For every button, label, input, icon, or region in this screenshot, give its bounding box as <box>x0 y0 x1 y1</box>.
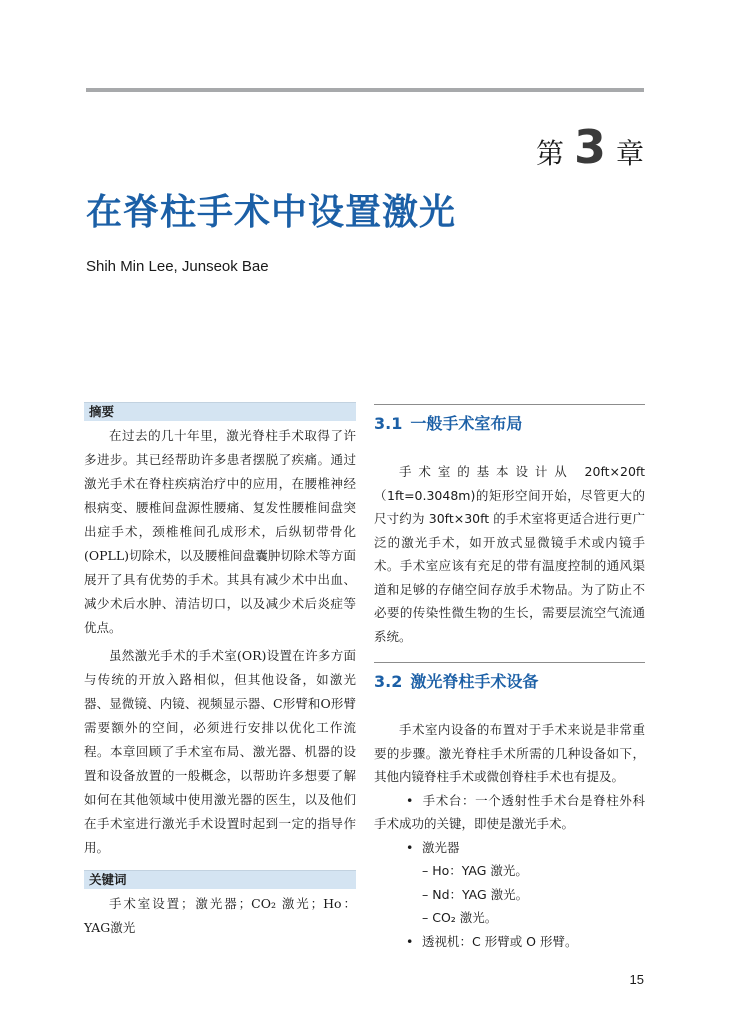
section-1-paragraph: 手术室的基本设计从 20ft×20ft（1ft=0.3048m)的矩形空间开始，尽管更大的尺寸约为 30ft×30ft 的手术室将更适合进行更广泛的激光手术，如开放式显微镜手术或内镜手术。手术室应该有充足的带有温度控制的通风渠道和足够的存储空间存放手术物品。为了防止不必要的传染性微生物的生长，需要层流空气流通系统。 <box>374 464 645 644</box>
list-item <box>374 836 645 860</box>
section-title: 一般手术室布局 <box>410 414 523 433</box>
bullet-text: 手术台：一个透射性手术台是脊柱外科手术成功的关键，即使是激光手术。 <box>374 792 645 831</box>
chapter-suffix: 章 <box>615 137 644 170</box>
bullet-icon: • <box>406 792 414 808</box>
bullet-text: 激光器 <box>422 839 460 855</box>
abstract-column <box>84 402 356 940</box>
laser-sublist <box>374 859 645 930</box>
authors: Shih Min Lee, Junseok Bae <box>86 258 269 275</box>
bullet-icon: • <box>406 933 414 949</box>
section-1-body <box>374 460 645 648</box>
abstract-paragraph-2: 虽然激光手术的手术室(OR)设置在许多方面与传统的开放入路相似，但其他设备，如激光器、显微镜、内镜、视频显示器、C形臂和O形臂需要额外的空间，必须进行安排以优化工作流程。本章回顾了手术室布局、激光器、机器的设置和设备放置的一般概念，以帮助许多想要了解如何在其他领域中使用激光器的医生，以及他们在手术室进行激光手术设置时起到一定的指导作用。 <box>84 648 356 855</box>
sub-list-item: – Ho：YAG 激光。 <box>422 863 528 878</box>
equipment-list <box>374 789 645 860</box>
sub-list-item: – CO₂ 激光。 <box>422 910 498 925</box>
page-number: 15 <box>629 972 644 987</box>
bullet-icon: • <box>406 839 414 855</box>
chapter-number: 3 <box>573 120 606 174</box>
keywords-text-block <box>84 892 356 940</box>
abstract-paragraph-1: 在过去的几十年里，激光脊柱手术取得了许多进步。其已经帮助许多患者摆脱了疾痛。通过激光手术在脊柱疾病治疗中的应用，在腰椎神经根病变、腰椎间盘源性腰痛、复发性腰椎间盘突出症手术，颈椎椎间孔成形术，后纵韧带骨化(OPLL)切除术，以及腰椎间盘囊肿切除术等方面展开了具有优势的手术。其具有减少术中出血、减少术后水肿、清洁切口，以及减少术后炎症等优点。 <box>84 428 356 635</box>
sub-list-item: – Nd：YAG 激光。 <box>422 886 529 902</box>
equipment-list-continued <box>374 930 645 954</box>
top-rule <box>86 88 644 92</box>
bullet-text: 透视机：C 形臂或 O 形臂。 <box>422 933 578 949</box>
section-2-body <box>374 718 645 953</box>
chapter-label <box>536 120 644 174</box>
abstract-heading: 摘要 <box>84 402 356 421</box>
section-heading-3-1 <box>374 404 645 434</box>
keywords-text: 手术室设置；激光器；CO₂ 激光；Ho：YAG激光 <box>84 896 356 935</box>
abstract-text <box>84 424 356 860</box>
list-item <box>374 930 645 954</box>
keywords-heading: 关键词 <box>84 870 356 889</box>
list-item <box>374 789 645 836</box>
chapter-title: 在脊柱手术中设置激光 <box>86 192 457 233</box>
chapter-prefix: 第 <box>535 137 564 170</box>
section-number: 3.1 <box>374 414 403 433</box>
section-title: 激光脊柱手术设备 <box>410 672 539 691</box>
section-2-intro: 手术室内设备的布置对于手术来说是非常重要的步骤。激光脊柱手术所需的几种设备如下，其他内镜脊柱手术或微创脊柱手术也有提及。 <box>374 722 645 784</box>
section-heading-3-2 <box>374 662 645 692</box>
section-number: 3.2 <box>374 672 403 691</box>
body-column <box>374 404 645 953</box>
